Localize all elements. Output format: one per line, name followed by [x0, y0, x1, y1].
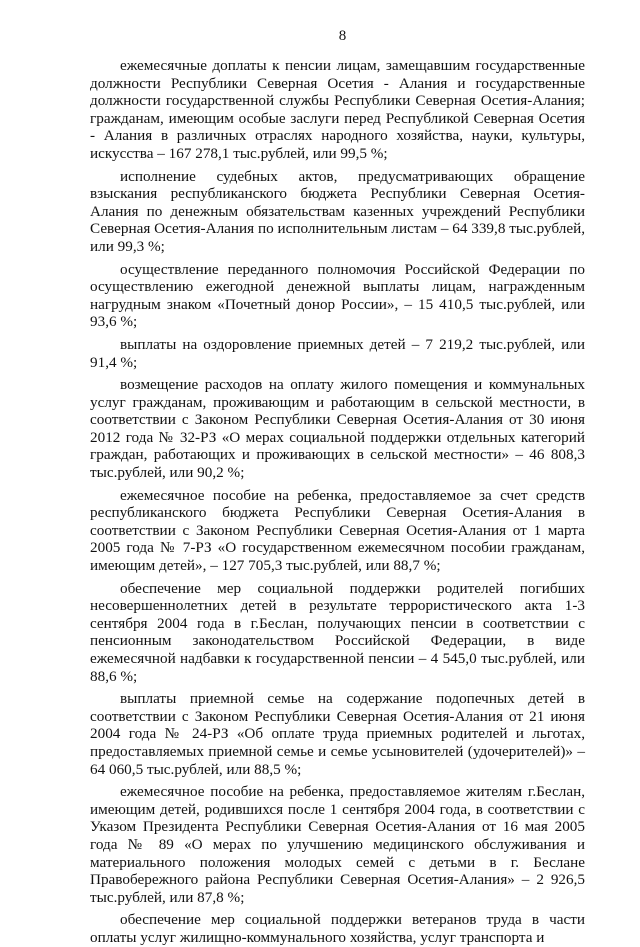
paragraph-rural-housing: возмещение расходов на оплату жилого помещения и коммунальных услуг гражданам, проживающим и работающим в сельской местности, в соответствии с Законом Республики Северная Осетия-Алания от 30 июня 2012 года № 32-РЗ «О мерах социальной поддержки отдельных категорий граждан, работающих и проживающих в сельской местности» – 46 808,3 тыс.рублей, или 90,2 %; — [90, 376, 585, 482]
paragraph-labor-veterans: обеспечение мер социальной поддержки ветеранов труда в части оплаты услуг жилищно-коммунального хозяйства, услуг транспорта и — [90, 911, 585, 946]
paragraph-beslan-child-allowance: ежемесячное пособие на ребенка, предоставляемое жителям г.Беслан, имеющим детей, родившихся после 1 сентября 2004 года, в соответствии с Указом Президента Республики Северная Осетия-Алания от 16 мая 2005 года № 89 «О мерах по улучшению медицинского обслуживания и материального положения молодых семей с детьми в г. Беслане Правобережного района Республики Северная Осетия-Алания» – 2 926,5 тыс.рублей, или 87,8 %; — [90, 783, 585, 906]
paragraph-beslan-parents: обеспечение мер социальной поддержки родителей погибших несовершеннолетних детей в результате террористического акта 1-3 сентября 2004 года в г.Беслан, получающих пенсии в соответствии с пенсионным законодательством Российской Федерации, в виде ежемесячной надбавки к государственной пенсии – 4 545,0 тыс.рублей, или 88,6 %; — [90, 579, 585, 685]
paragraph-foster-family: выплаты приемной семье на содержание подопечных детей в соответствии с Законом Республики Северная Осетия-Алания от 21 июня 2004 года № 24-РЗ «Об оплате труда приемных родителей и льготах, предоставляемых приемной семье и семье усыновителей (удочерителей)» – 64 060,5 тыс.рублей, или 88,5 %; — [90, 690, 585, 778]
paragraph-child-allowance: ежемесячное пособие на ребенка, предоставляемое за счет средств республиканского бюджета Республики Северная Осетия-Алания в соответствии с Законом Республики Северная Осетия-Алания от 1 марта 2005 года № 7-РЗ «О государственном ежемесячном пособии гражданам, имеющим детей», – 127 705,3 тыс.рублей, или 88,7 %; — [90, 486, 585, 575]
paragraph-court-acts: исполнение судебных актов, предусматривающих обращение взыскания республиканского бюджета Республики Северная Осетия-Алания по денежным обязательствам казенных учреждений Республики Северная Осетия-Алания по исполнительным листам – 64 339,8 тыс.рублей, или 99,3 %; — [90, 167, 585, 255]
paragraph-pension-supplements: ежемесячные доплаты к пенсии лицам, замещавшим государственные должности Республики Северная Осетия - Алания и государственные должности государственной службы Республики Северная Осетия-Алания; гражданам, имеющим особые заслуги перед Республикой Северная Осетия - Алания в различных отраслях народного хозяйства, науки, культуры, искусства – 167 278,1 тыс.рублей, или 99,5 %; — [90, 57, 585, 162]
paragraph-foster-children-health: выплаты на оздоровление приемных детей – 7 219,2 тыс.рублей, или 91,4 %; — [90, 335, 585, 371]
paragraph-honorary-donor: осуществление переданного полномочия Российской Федерации по осуществлению ежегодной денежной выплаты лицам, награжденным нагрудным знаком «Почетный донор России», – 15 410,5 тыс.рублей, или 93,6 %; — [90, 260, 585, 331]
page-number: 8 — [338, 28, 347, 44]
